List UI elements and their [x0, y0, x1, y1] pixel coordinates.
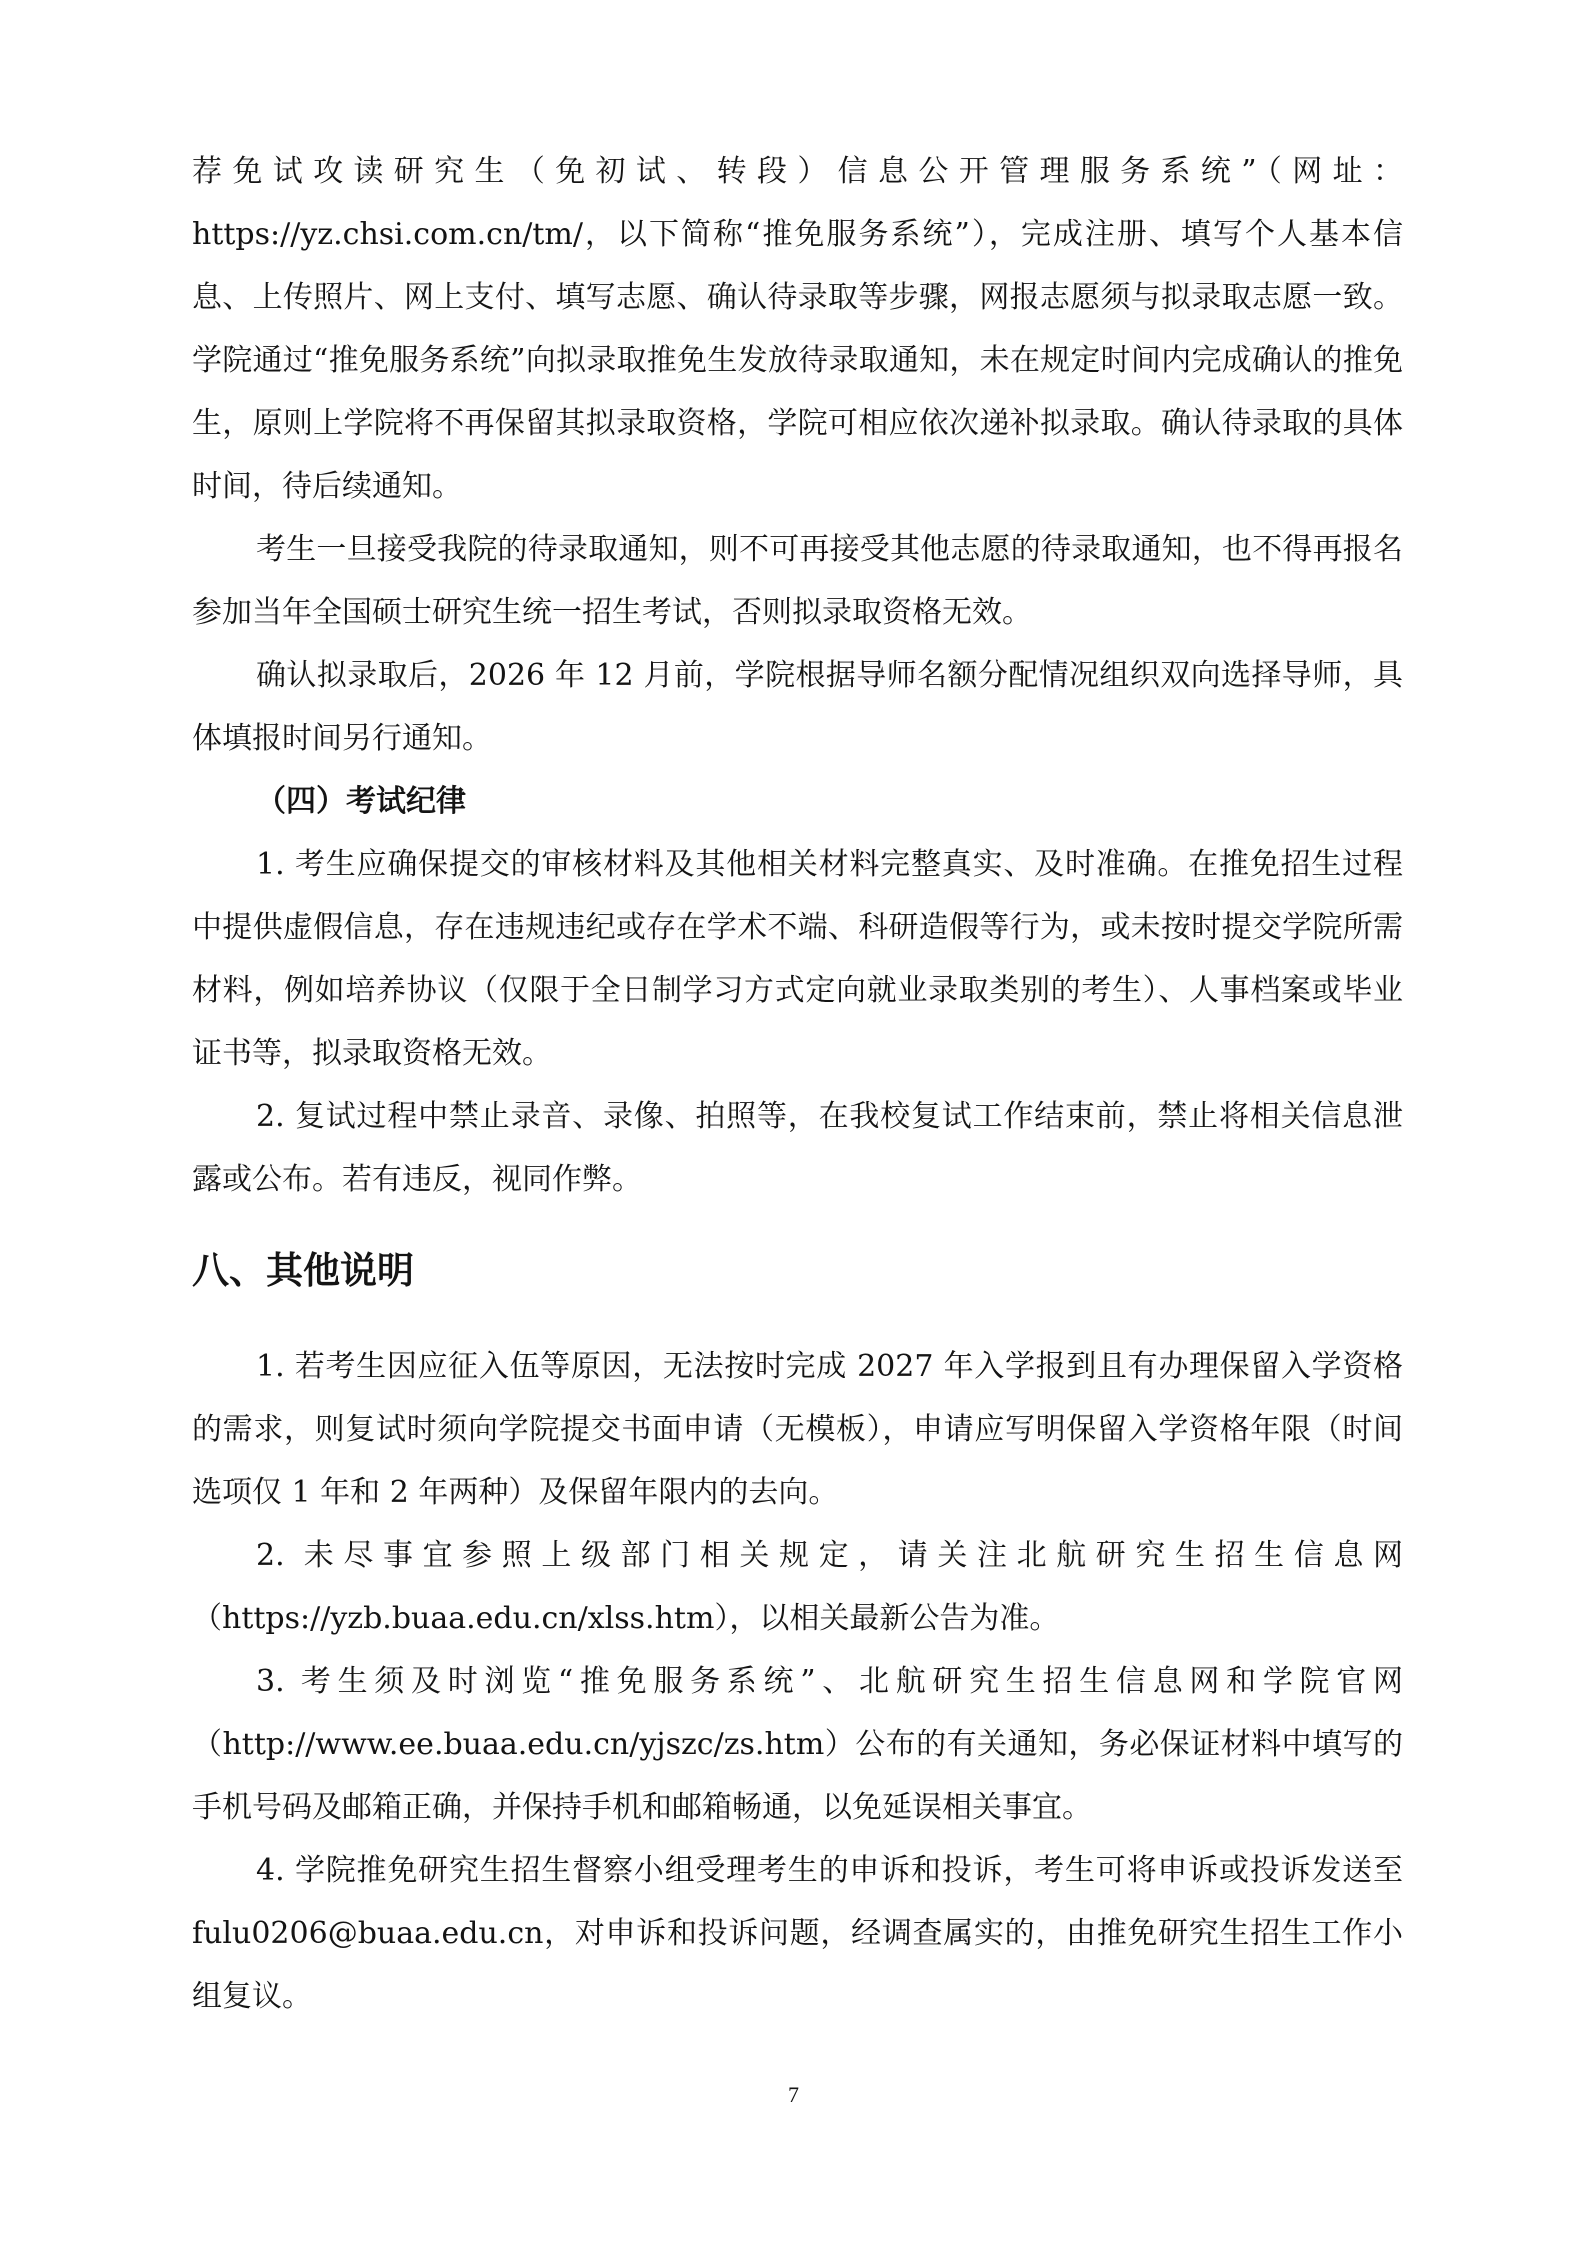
- exam-discipline-item-2: 2. 复试过程中禁止录音、录像、拍照等，在我校复试工作结束前，禁止将相关信息泄露或公布。若有违反，视同作弊。: [192, 1099, 1403, 1197]
- paragraph-advisor-selection: 确认拟录取后，2026 年 12 月前，学院根据导师名额分配情况组织双向选择导师，具体填报时间另行通知。: [192, 658, 1403, 756]
- other-notes-item-1: 1. 若考生因应征入伍等原因，无法按时完成 2027 年入学报到且有办理保留入学资格的需求，则复试时须向学院提交书面申请（无模板），申请应写明保留入学资格年限（时间选项仅 1 年和 2 年两种）及保留年限内的去向。: [192, 1349, 1403, 1510]
- other-notes-item-2: 2. 未尽事宜参照上级部门相关规定，请关注北航研究生招生信息网（https://yzb.buaa.edu.cn/xlss.htm），以相关最新公告为准。: [192, 1538, 1403, 1636]
- exam-discipline-item-1: 1. 考生应确保提交的审核材料及其他相关材料完整真实、及时准确。在推免招生过程中提供虚假信息，存在违规违纪或存在学术不端、科研造假等行为，或未按时提交学院所需材料，例如培养协议（仅限于全日制学习方式定向就业录取类别的考生）、人事档案或毕业证书等，拟录取资格无效。: [192, 847, 1403, 1071]
- other-notes-item-4: 4. 学院推免研究生招生督察小组受理考生的申诉和投诉，考生可将申诉或投诉发送至 fulu0206@buaa.edu.cn，对申诉和投诉问题，经调查属实的，由推免研究生招生工作小组复议。: [192, 1853, 1403, 2014]
- page-number: 7: [788, 2082, 799, 2107]
- paragraph-acceptance: 考生一旦接受我院的待录取通知，则不可再接受其他志愿的待录取通知，也不得再报名参加当年全国硕士研究生统一招生考试，否则拟录取资格无效。: [192, 532, 1403, 630]
- other-notes-title: 八、其他说明: [192, 1249, 414, 1292]
- exam-discipline-heading: （四）考试纪律: [256, 784, 466, 819]
- other-notes-item-3: 3. 考生须及时浏览“推免服务系统”、北航研究生招生信息网和学院官网（http://www.ee.buaa.edu.cn/yjszc/zs.htm）公布的有关通知，务必保证材料中填写的手机号码及邮箱正确，并保持手机和邮箱畅通，以免延误相关事宜。: [192, 1664, 1403, 1825]
- paragraph-registration: 荐免试攻读研究生（免初试、转段）信息公开管理服务系统”（网址：https://yz.chsi.com.cn/tm/，以下简称“推免服务系统”），完成注册、填写个人基本信息、上传照片、网上支付、填写志愿、确认待录取等步骤，网报志愿须与拟录取志愿一致。学院通过“推免服务系统”向拟录取推免生发放待录取通知，未在规定时间内完成确认的推免生，原则上学院将不再保留其拟录取资格，学院可相应依次递补拟录取。确认待录取的具体时间，待后续通知。: [192, 154, 1403, 504]
